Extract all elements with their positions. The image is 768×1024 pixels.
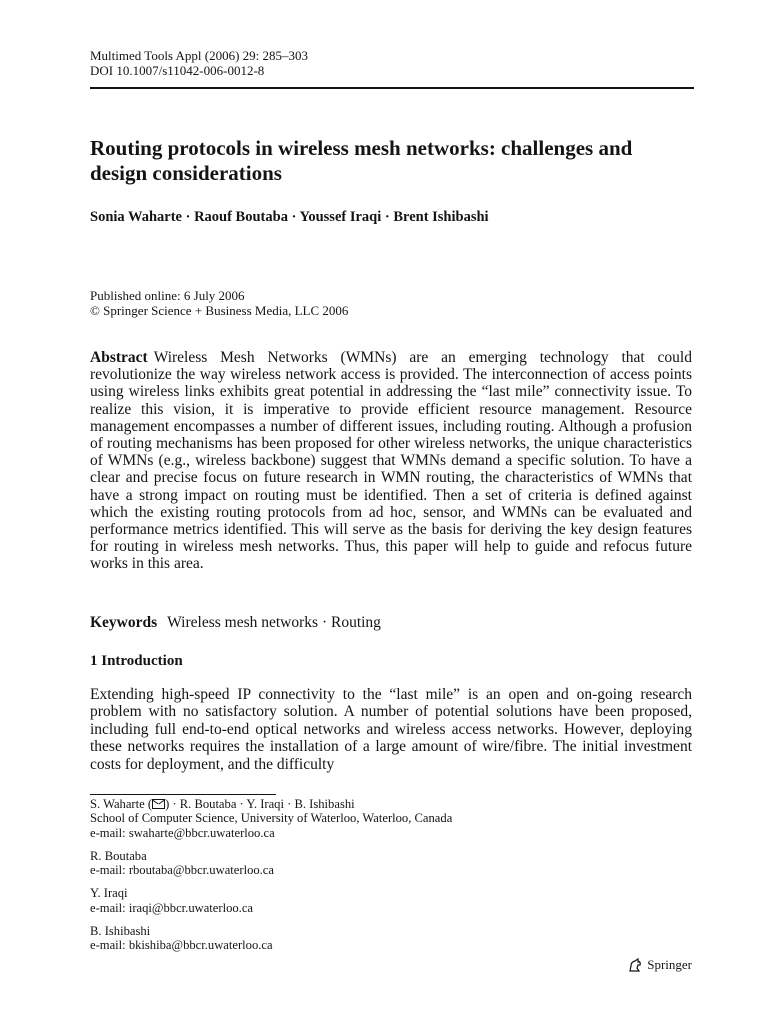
paper-page [90, 0, 694, 1024]
publisher-mark [627, 957, 692, 973]
footnote-corresponding-author [90, 797, 452, 840]
footnote-affiliation: School of Computer Science, University of Waterloo, Waterloo, Canada [90, 811, 453, 826]
section-heading-introduction: 1 Introduction [90, 653, 183, 669]
footnote-email: e-mail: rboutaba@bbcr.uwaterloo.ca [90, 863, 274, 878]
footnote-rule [90, 794, 276, 795]
footnote-author [90, 924, 452, 953]
footnote-name: Y. Iraqi [90, 886, 128, 901]
footnote-name: B. Ishibashi [90, 924, 151, 939]
keywords [90, 614, 381, 632]
journal-citation: Multimed Tools Appl (2006) 29: 285–303 [90, 48, 309, 63]
footnote-name: R. Boutaba [90, 848, 147, 863]
keywords-label: Keywords [90, 614, 158, 631]
publisher-name: Springer [647, 957, 692, 972]
footnote-email: e-mail: bkishiba@bbcr.uwaterloo.ca [90, 938, 273, 953]
footnote-author-line: S. Waharte ( ) · R. Boutaba · Y. Iraqi · B. Ishibashi [90, 797, 355, 811]
footnote-email: e-mail: iraqi@bbcr.uwaterloo.ca [90, 900, 254, 915]
paper-title: Routing protocols in wireless mesh networks: challenges and design considerations [90, 136, 633, 185]
publication-info [90, 288, 348, 318]
header-rule [90, 87, 694, 89]
published-date: Published online: 6 July 2006 [90, 288, 245, 303]
copyright-notice: © Springer Science + Business Media, LLC 2006 [90, 303, 349, 318]
keywords-text: Wireless mesh networks · Routing [167, 614, 381, 631]
introduction-text: Extending high-speed IP connectivity to the “last mile” is an open and on-going research problem with no satisfactory solution. A number of potential solutions have been proposed, including full end-to-end optical networks and wireless access networks. However, deploying these networks requires the installation of a large amount of wire/fibre. The initial investment costs for deployment, and the difficulty [90, 686, 692, 773]
springer-horse-icon [627, 957, 643, 973]
journal-header [90, 48, 308, 78]
abstract-text: Wireless Mesh Networks (WMNs) are an emerging technology that could revolutionize the way wireless network access is provided. The interconnection of access points using wireless links exhibits great potential in addressing the “last mile” connectivity issue. To realize this vision, it is imperative to provide efficient resource management. Resource management encompasses a number of different issues, including routing. Although a profusion of routing mechanisms has been proposed for other wireless networks, the unique characteristics of WMNs (e.g., wireless backbone) suggest that WMNs demand a specific solution. To have a clear and precise focus on future research in WMN routing, the characteristics of WMNs that have a strong impact on routing must be identified. Then a set of criteria is defined against which the existing routing protocols from ad hoc, sensor, and WMNs can be evaluated and performance metrics identified. This will serve as the basis for deriving the key design features for routing in wireless mesh networks. Thus, this paper will help to guide and refocus future works in this area. [90, 349, 692, 573]
abstract [90, 349, 692, 573]
abstract-label: Abstract [90, 349, 148, 366]
footnote-email: e-mail: swaharte@bbcr.uwaterloo.ca [90, 825, 275, 840]
footnote-author [90, 849, 452, 878]
footnote-author [90, 886, 452, 915]
envelope-icon [152, 799, 165, 809]
journal-doi: DOI 10.1007/s11042-006-0012-8 [90, 63, 265, 78]
author-list: Sonia Waharte · Raouf Boutaba · Youssef Iraqi · Brent Ishibashi [90, 209, 489, 225]
author-footnotes [90, 797, 452, 962]
